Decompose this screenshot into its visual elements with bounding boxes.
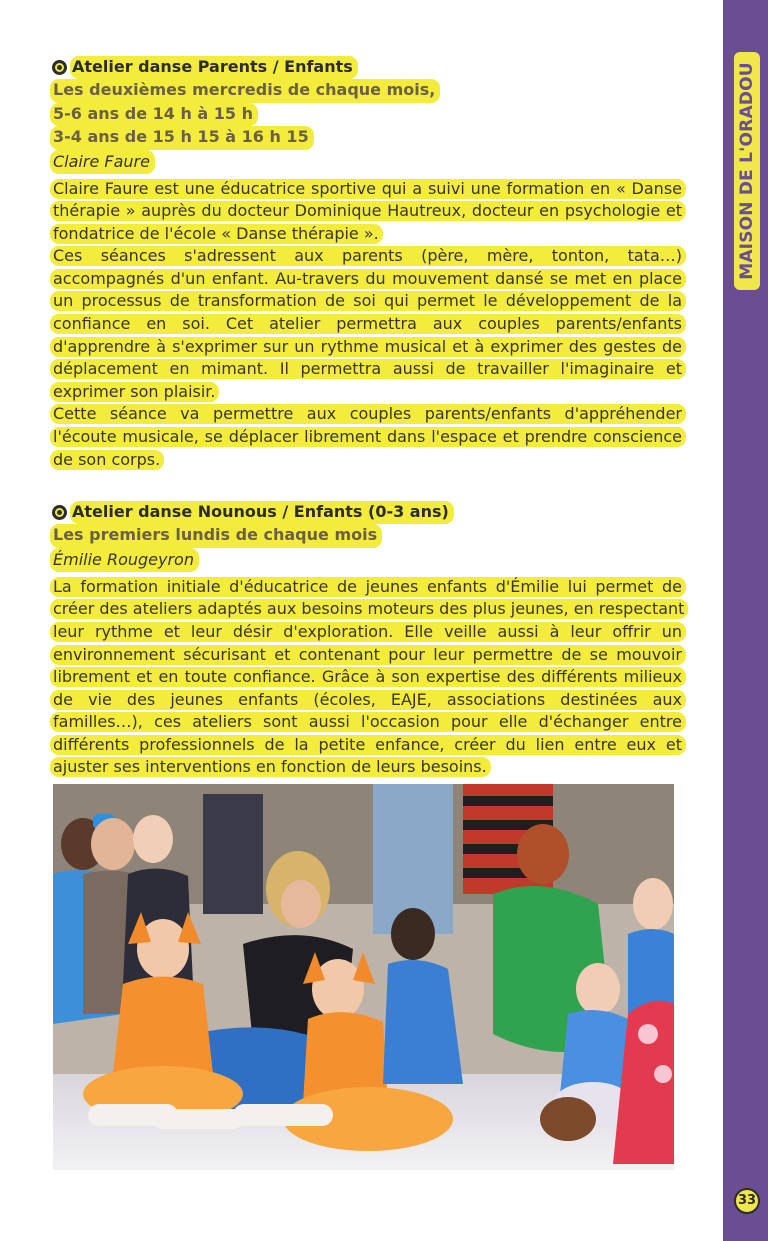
dance-class-photo [53,784,674,1170]
section2-title: Atelier danse Nounous / Enfants (0-3 ans) [70,501,454,524]
section2-author: Émilie Rougeyron [50,548,686,572]
section1-title-row [50,56,686,79]
section2-paragraph: La formation initiale d'éducatrice de jeunes enfants d'Émilie lui permet de créer des ateliers adaptés aux besoins moteurs des plus jeunes, en respectant leur rythme et leur désir d'exploration. Elle veille aussi à leur offrir un environnement sécurisant et contenant pour leur permettre de se mouvoir librement et en toute confiance. Grâce à son expertise des différents milieux de vie des jeunes enfants (écoles, EAJE, associations destinées aux familles…), ces ateliers sont aussi l'occasion pour elle d'échanger entre différents professionnels de la petite enfance, créer du lien entre eux et ajuster ses interventions en fonction de leurs besoins. [50,576,686,779]
section1-paragraph: Cette séance va permettre aux couples parents/enfants d'appréhender l'écoute musicale, se déplacer librement dans l'espace et prendre conscience de son corps. [50,403,686,471]
section2-title-row [50,501,686,524]
target-bullet-icon [52,60,67,75]
section1-title: Atelier danse Parents / Enfants [70,56,358,79]
target-bullet-icon [52,505,67,520]
section2-info-line: Les premiers lundis de chaque mois [50,524,686,548]
section1-info-line: Les deuxièmes mercredis de chaque mois, [50,79,686,103]
section1-paragraph: Ces séances s'adressent aux parents (père, mère, tonton, tata…) accompagnés d'un enfant. Au-travers du mouvement dansé se met en place un processus de transformation de soi qui permet le développement de la confiance en soi. Cet atelier permettra aux couples parents/enfants d'apprendre à s'exprimer sur un rythme musical et à exprimer des gestes de déplacement en mimant. Il permettra aussi de travailler l'imaginaire et exprimer son plaisir. [50,245,686,403]
page-number: 33 [734,1188,760,1214]
sidebar-title: MAISON DE L'ORADOU [737,62,757,280]
section1-author: Claire Faure [50,150,686,174]
section1-info-line: 3-4 ans de 15 h 15 à 16 h 15 [50,126,686,150]
content [50,56,686,779]
section1-paragraph: Claire Faure est une éducatrice sportive qui a suivi une formation en « Danse thérapie » auprès du docteur Dominique Hautreux, docteur en psychologie et fondatrice de l'école « Danse thérapie ». [50,178,686,246]
sidebar-title-badge [734,52,760,290]
section1-info-line: 5-6 ans de 14 h à 15 h [50,103,686,127]
